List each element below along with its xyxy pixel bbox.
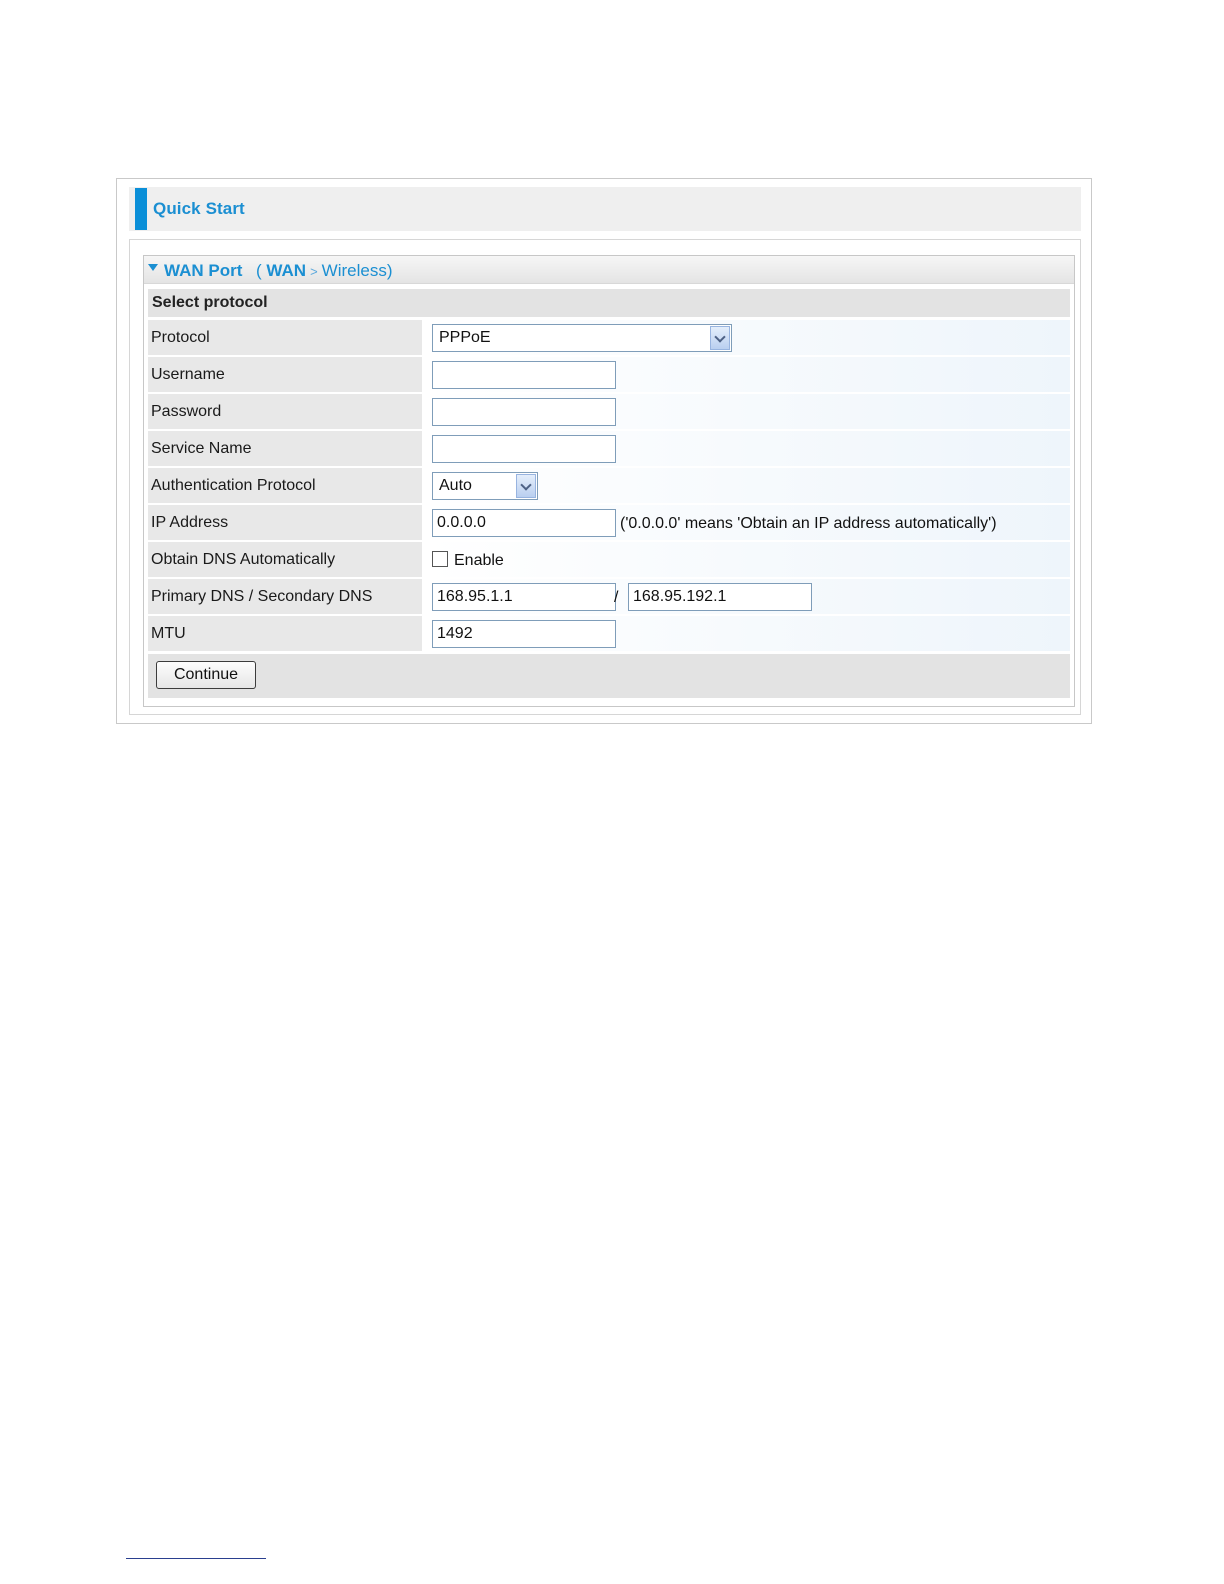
primary-dns-input[interactable] <box>432 583 619 611</box>
protocol-select[interactable] <box>432 324 732 352</box>
protocol-label: Protocol <box>148 320 422 355</box>
row-password <box>148 394 1070 429</box>
breadcrumb-separator: > <box>310 264 318 279</box>
row-obtain-dns <box>148 542 1070 577</box>
row-dns <box>148 579 1070 614</box>
username-label: Username <box>148 357 422 392</box>
breadcrumb-open: ( <box>256 261 267 280</box>
obtain-dns-label: Obtain DNS Automatically <box>148 542 422 577</box>
section-heading: Select protocol <box>148 289 1070 317</box>
content-frame <box>129 239 1081 715</box>
auth-protocol-select[interactable] <box>432 472 538 500</box>
quick-start-header <box>129 187 1081 231</box>
auth-protocol-selected-value: Auto <box>439 477 472 494</box>
row-service-name <box>148 431 1070 466</box>
protocol-selected-value: PPPoE <box>439 329 491 346</box>
dns-label: Primary DNS / Secondary DNS <box>148 579 422 614</box>
service-name-label: Service Name <box>148 431 422 466</box>
service-name-value-cell <box>426 431 1070 466</box>
mtu-label: MTU <box>148 616 422 651</box>
dns-value-cell <box>426 579 1070 614</box>
wan-port-title: WAN Port <box>164 261 243 280</box>
collapse-triangle-icon[interactable] <box>148 264 158 271</box>
obtain-dns-value-cell <box>426 542 1070 577</box>
footnote-separator-line <box>126 1558 266 1559</box>
secondary-dns-input[interactable] <box>628 583 812 611</box>
chevron-down-icon <box>520 479 531 490</box>
auth-protocol-value-cell <box>426 468 1070 503</box>
protocol-value-cell <box>426 320 1070 355</box>
action-bar <box>148 654 1070 698</box>
breadcrumb-current: WAN <box>266 261 307 280</box>
row-ip-address <box>148 505 1070 540</box>
breadcrumb <box>256 261 393 281</box>
mtu-value-cell <box>426 616 1070 651</box>
ip-address-value-cell <box>426 505 1070 540</box>
wan-port-titlebar[interactable] <box>144 256 1074 284</box>
row-protocol <box>148 320 1070 355</box>
ip-address-label: IP Address <box>148 505 422 540</box>
dns-separator: / <box>614 589 619 606</box>
auth-protocol-label: Authentication Protocol <box>148 468 422 503</box>
service-name-input[interactable] <box>432 435 616 463</box>
continue-button[interactable]: Continue <box>156 661 256 689</box>
header-accent-bar <box>135 188 147 230</box>
password-label: Password <box>148 394 422 429</box>
password-value-cell <box>426 394 1070 429</box>
password-input[interactable] <box>432 398 616 426</box>
obtain-dns-checkbox[interactable] <box>432 551 448 567</box>
row-auth-protocol <box>148 468 1070 503</box>
mtu-input[interactable] <box>432 620 616 648</box>
enable-label[interactable]: Enable <box>454 552 504 569</box>
ip-address-hint: ('0.0.0.0' means 'Obtain an IP address automatically') <box>620 515 997 532</box>
username-input[interactable] <box>432 361 616 389</box>
wan-port-box <box>143 255 1075 707</box>
protocol-dropdown-button[interactable] <box>710 326 730 350</box>
username-value-cell <box>426 357 1070 392</box>
chevron-down-icon <box>714 331 725 342</box>
ip-address-input[interactable] <box>432 509 616 537</box>
breadcrumb-next: Wireless) <box>321 261 393 280</box>
quick-start-panel <box>116 178 1092 724</box>
row-mtu <box>148 616 1070 651</box>
auth-protocol-dropdown-button[interactable] <box>516 474 536 498</box>
page-title: Quick Start <box>153 199 245 218</box>
row-username <box>148 357 1070 392</box>
